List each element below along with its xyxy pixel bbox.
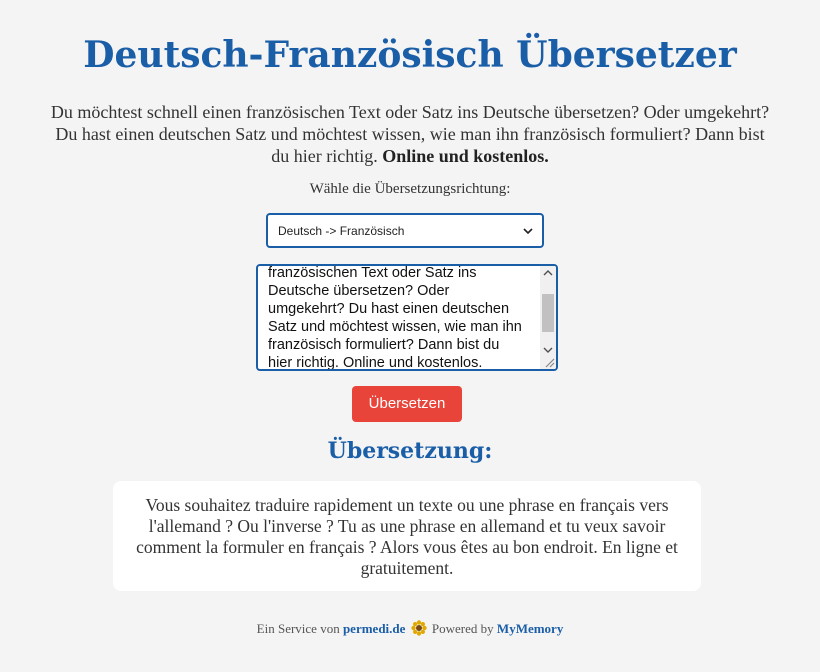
scroll-down-arrow-icon[interactable] bbox=[540, 343, 556, 357]
scrollbar-thumb[interactable] bbox=[542, 294, 554, 332]
translate-button[interactable]: Übersetzen bbox=[352, 386, 462, 422]
intro-text bbox=[50, 101, 770, 167]
flower-icon bbox=[411, 620, 427, 636]
textarea-scrollbar[interactable] bbox=[540, 266, 556, 369]
footer bbox=[0, 620, 820, 638]
direction-select[interactable] bbox=[266, 213, 544, 248]
direction-label: Wähle die Übersetzungsrichtung: bbox=[309, 181, 511, 197]
powered-by-label: Powered by bbox=[431, 621, 494, 636]
source-text-value: französischen Text oder Satz ins Deutsche übersetzen? Oder umgekehrt? Du hast einen deutschen Satz und möchtest wissen, wie man ihn französisch formuliert? Dann bist du hier richtig. Online und kostenlos. bbox=[268, 265, 522, 371]
intro-bold: Online und kostenlos. bbox=[382, 146, 549, 166]
chevron-down-icon bbox=[522, 224, 534, 238]
result-text: Vous souhaitez traduire rapidement un texte ou une phrase en français vers l'allemand ? Ou l'inverse ? Tu as une phrase en allemand et tu veux savoir comment la formuler en français ? Alors vous êtes au bon endroit. En ligne et gratuitement. bbox=[136, 495, 678, 578]
source-text-input[interactable] bbox=[256, 264, 558, 371]
mymemory-link[interactable]: MyMemory bbox=[496, 621, 564, 636]
direction-select-value: Deutsch -> Französisch bbox=[278, 223, 405, 238]
result-box bbox=[113, 481, 701, 591]
resize-grip-icon[interactable] bbox=[543, 356, 555, 368]
permedi-link[interactable]: permedi.de bbox=[342, 621, 406, 636]
footer-prefix: Ein Service von bbox=[256, 621, 340, 636]
result-heading: Übersetzung: bbox=[327, 438, 493, 464]
page-title: Deutsch-Französisch Übersetzer bbox=[83, 34, 737, 76]
scroll-up-arrow-icon[interactable] bbox=[540, 266, 556, 280]
intro-body: Du möchtest schnell einen französischen Text oder Satz ins Deutsche übersetzen? Oder umgekehrt? Du hast einen deutschen Satz und möchtest wissen, wie man ihn französisch formuliert? Dann bist du hier richtig. bbox=[50, 102, 770, 166]
